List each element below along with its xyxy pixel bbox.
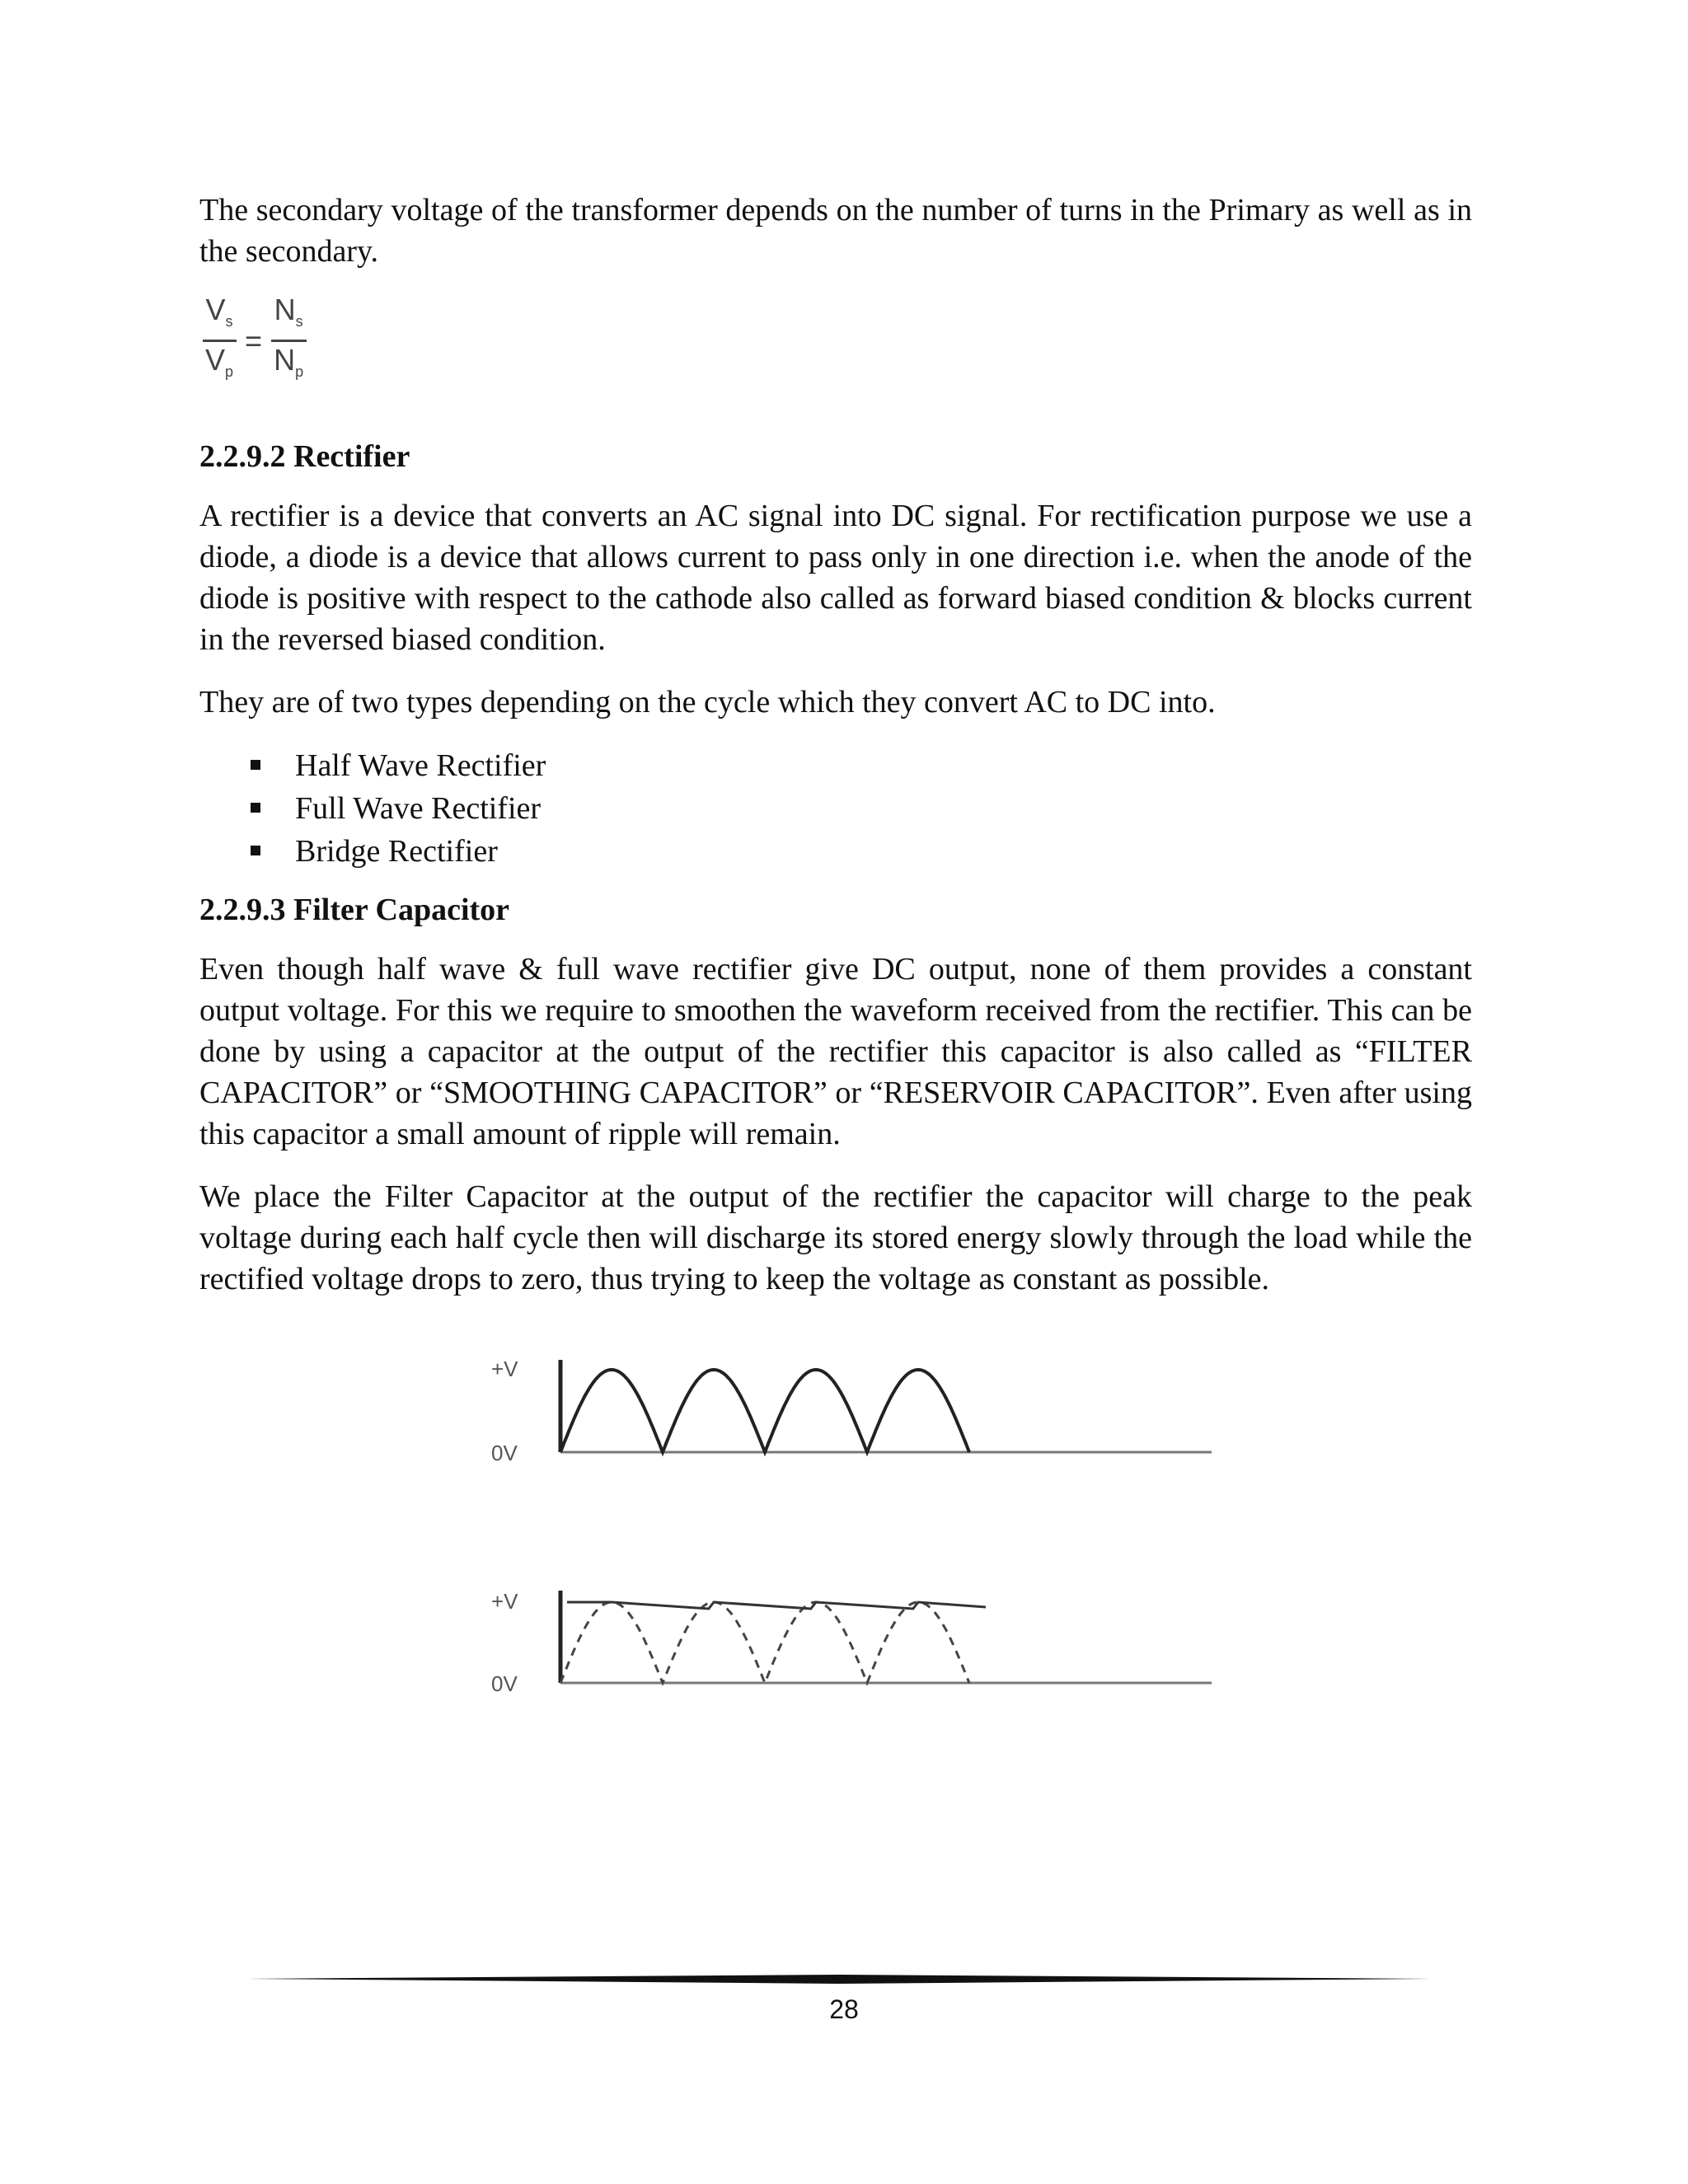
np-subscript: p: [295, 363, 304, 381]
vs-subscript: s: [225, 313, 233, 330]
np-symbol: N: [274, 343, 296, 377]
list-item: Full Wave Rectifier: [249, 787, 1472, 830]
rectifier-types-list: [199, 744, 1472, 873]
bottom-zero-v-label: 0V: [491, 1671, 518, 1696]
page-number: 28: [829, 1994, 859, 2024]
ripple-waveform-figure: [486, 1352, 1228, 1731]
rectifier-paragraph-2: They are of two types depending on the cycle which they convert AC to DC into.: [199, 685, 1216, 720]
filter-paragraph-1: Even though half wave & full wave rectifier give DC output, none of them provides a constant output voltage. For this we require to smoothen the waveform received from the rectifier. This can be done by using a capacitor at the output of the rectifier this capacitor is also called as “FILTER CAPACITOR” or “SMOOTHING CAPACITOR” or “RESERVOIR CAPACITOR”. Even after using this capacitor a small amount of ripple will remain.: [199, 952, 1472, 1152]
vp-symbol: V: [205, 343, 226, 377]
filter-capacitor-heading: 2.2.9.3 Filter Capacitor: [199, 893, 510, 928]
list-item: Half Wave Rectifier: [249, 744, 1472, 787]
intro-paragraph: The secondary voltage of the transformer depends on the number of turns in the Primary as well as in the secondary.: [199, 193, 1472, 269]
vs-symbol: V: [205, 293, 226, 326]
filter-paragraph-2: We place the Filter Capacitor at the output of the rectifier the capacitor will charge to the peak voltage during each half cycle then will discharge its stored energy slowly through the load while the rectified voltage drops to zero, thus trying to keep the voltage as constant as possible.: [199, 1179, 1472, 1297]
list-item: Bridge Rectifier: [249, 830, 1472, 873]
top-plus-v-label: +V: [491, 1357, 518, 1381]
rectifier-paragraph-1: A rectifier is a device that converts an AC signal into DC signal. For rectification purpose we use a diode, a diode is a device that allows current to pass only in one direction i.e. when the anode of the diode is positive with respect to the cathode also called as forward biased condition & blocks current in the reversed biased condition.: [199, 499, 1472, 658]
ns-subscript: s: [295, 313, 303, 330]
smoothed-ripple-line: [567, 1602, 986, 1609]
vp-subscript: p: [225, 363, 234, 381]
turns-ratio-formula: [202, 293, 1472, 388]
ns-symbol: N: [274, 293, 296, 326]
turns-fraction: [270, 293, 307, 388]
dashed-rectified-waveform: [560, 1602, 969, 1683]
voltage-fraction: [202, 293, 237, 388]
top-zero-v-label: 0V: [491, 1441, 518, 1465]
footer-divider: [247, 1974, 1431, 1985]
page-content: [199, 190, 1472, 1321]
rectified-waveform: [560, 1370, 969, 1452]
bottom-plus-v-label: +V: [491, 1589, 518, 1614]
rectifier-heading: 2.2.9.2 Rectifier: [199, 439, 410, 475]
equals-sign: =: [245, 323, 263, 358]
